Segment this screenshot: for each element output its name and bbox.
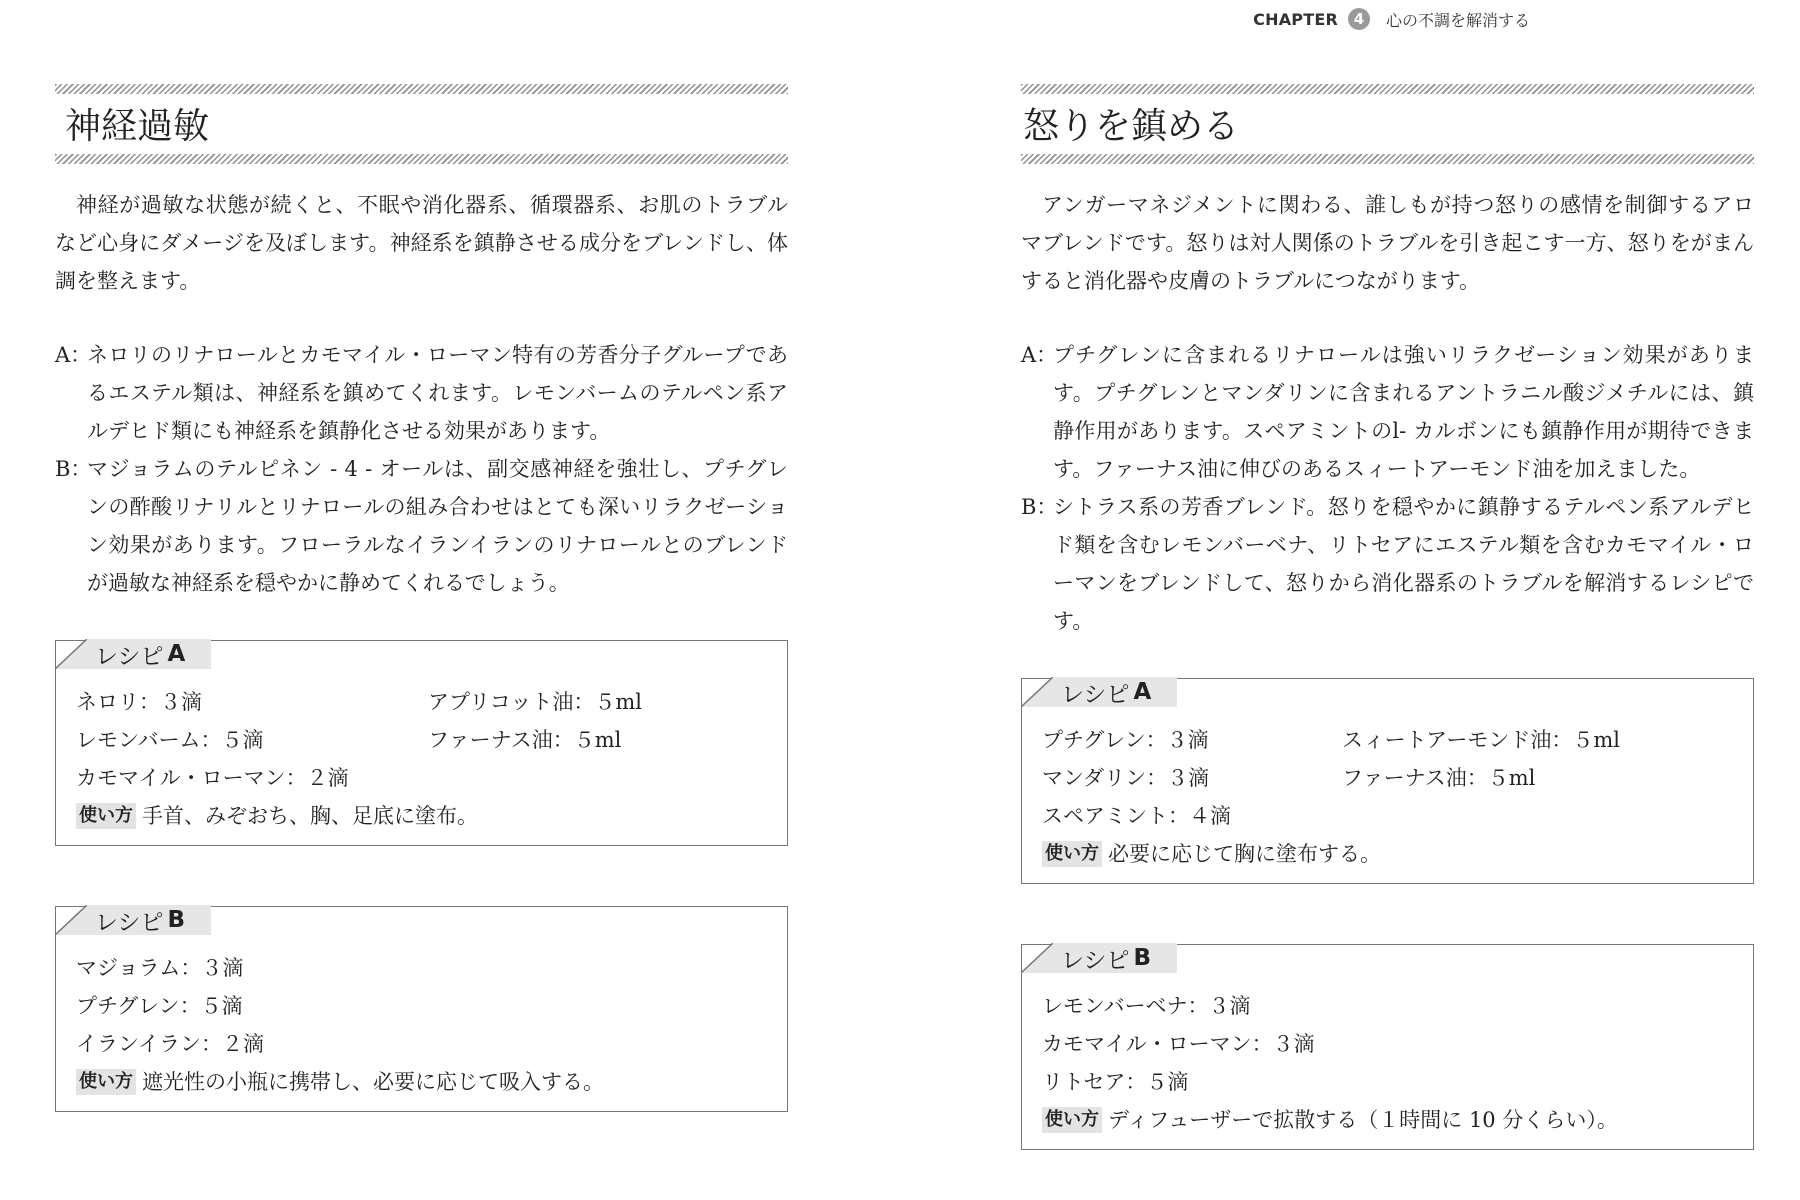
title-rule-top (1021, 84, 1754, 94)
left-section (55, 84, 788, 1112)
ingredient: ファーナス油：５ml (1342, 766, 1536, 790)
section-title: 怒りを鎮める (1023, 106, 1240, 147)
ingredient: リトセア：５滴 (1042, 1070, 1189, 1094)
recipe-box-b (55, 906, 788, 1112)
usage-label: 使い方 (1042, 1107, 1102, 1133)
recipe-label: レシピ (1061, 681, 1130, 708)
ingredient: スィートアーモンド油：５ml (1342, 728, 1620, 752)
intro-paragraph: アンガーマネジメントに関わる、誰しもが持つ怒りの感情を制御するアロマブレンドです。怒りは対人関係のトラブルを引き起こす一方、怒りをがまんすると消化器や皮膚のトラブルにつながります。 (1021, 193, 1754, 293)
ingredient: レモンバーム：５滴 (76, 728, 264, 752)
note-item (1021, 336, 1754, 488)
usage-label: 使い方 (76, 803, 136, 829)
recipe-suffix: B (1133, 945, 1151, 971)
recipe-box-a (1021, 678, 1754, 884)
ingredient: アプリコット油：５ml (428, 690, 642, 714)
ingredient (1342, 1025, 1735, 1063)
ingredient (428, 1025, 769, 1063)
chapter-title: 心の不調を解消する (1385, 10, 1530, 30)
ingredient-grid (1042, 721, 1735, 835)
ingredient: マンダリン：３滴 (1042, 766, 1210, 790)
ingredient: プチグレン：５滴 (76, 994, 243, 1018)
ingredient (1342, 797, 1735, 835)
note-text: プチグレンに含まれるリナロールは強いリラクゼーション効果があります。プチグレンとマンダリンに含まれるアントラニル酸ジメチルには、鎮静作用があります。スペアミントのl- カルボンにも鎮静作用が期待できます。ファーナス油に伸びのあるスィートアーモンド油を加えました。 (1053, 343, 1754, 481)
ingredient: プチグレン：３滴 (1042, 728, 1209, 752)
ingredient: マジョラム：３滴 (76, 956, 244, 980)
right-section (1021, 84, 1754, 1150)
usage-text: ディフューザーで拡散する（１時間に 10 分くらい）。 (1108, 1108, 1618, 1132)
note-text: シトラス系の芳香ブレンド。怒りを穏やかに鎮静するテルペン系アルデヒド類を含むレモンバーベナ、リトセアにエステル類を含むカモマイル・ローマンをブレンドして、怒りから消化器系のトラブルを解消するレシピです。 (1053, 495, 1754, 633)
intro-paragraph: 神経が過敏な状態が続くと、不眠や消化器系、循環器系、お肌のトラブルなど心身にダメージを及ぼします。神経系を鎮静させる成分をブレンドし、体調を整えます。 (55, 193, 788, 293)
ingredient: ファーナス油：５ml (428, 728, 622, 752)
recipe-tab (55, 639, 211, 669)
section-title: 神経過敏 (65, 106, 210, 147)
ingredient (1342, 987, 1735, 1025)
recipe-suffix: A (167, 641, 186, 667)
note-label: B： (55, 457, 92, 481)
ingredient: レモンバーベナ：３滴 (1042, 994, 1251, 1018)
recipe-tab-label (87, 639, 211, 669)
folded-corner-icon (1021, 943, 1053, 973)
usage-label: 使い方 (1042, 841, 1102, 867)
note-label: B： (1021, 495, 1058, 519)
note-label: A： (55, 343, 92, 367)
ingredient-grid (1042, 987, 1735, 1101)
usage-text: 手首、みぞおち、胸、足底に塗布。 (142, 804, 478, 828)
running-head (1253, 6, 1530, 32)
ingredient: カモマイル・ローマン：３滴 (1042, 1032, 1315, 1056)
note-text: マジョラムのテルピネン - 4 - オールは、副交感神経を強壮し、プチグレンの酢酸リナリルとリナロールの組み合わせはとても深いリラクゼーション効果があります。フローラルなイランイランのリナロールとのブレンドが過敏な神経系を穏やかに静めてくれるでしょう。 (87, 457, 788, 595)
usage-label: 使い方 (76, 1069, 136, 1095)
recipe-box-a (55, 640, 788, 846)
recipe-tab (1021, 677, 1177, 707)
note-item (1021, 488, 1754, 640)
ingredient: スペアミント：４滴 (1042, 804, 1231, 828)
folded-corner-icon (55, 905, 87, 935)
usage-text: 遮光性の小瓶に携帯し、必要に応じて吸入する。 (142, 1070, 604, 1094)
usage-row (1042, 1101, 1735, 1139)
ingredient: カモマイル・ローマン：２滴 (76, 766, 349, 790)
recipe-label: レシピ (1061, 947, 1130, 974)
recipe-label: レシピ (95, 909, 164, 936)
ingredient: イランイラン：２滴 (76, 1032, 264, 1056)
folded-corner-icon (1021, 677, 1053, 707)
recipe-label: レシピ (95, 643, 164, 670)
ingredient-grid (76, 949, 769, 1063)
recipe-tab-label (1053, 677, 1177, 707)
ingredient: ネロリ：３滴 (76, 690, 202, 714)
title-rule-top (55, 84, 788, 94)
ingredient (428, 759, 769, 797)
recipe-tab-label (87, 905, 211, 935)
ingredient (1342, 1063, 1735, 1101)
recipe-tab (1021, 943, 1177, 973)
usage-row (76, 1063, 769, 1101)
recipe-tab (55, 905, 211, 935)
chapter-number-badge: 4 (1348, 8, 1370, 30)
note-text: ネロリのリナロールとカモマイル・ローマン特有の芳香分子グループであるエステル類は、神経系を鎮めてくれます。レモンバームのテルペン系アルデヒド類にも神経系を鎮静化させる効果があります。 (87, 343, 788, 443)
recipe-tab-label (1053, 943, 1177, 973)
recipe-suffix: A (1133, 679, 1152, 705)
usage-row (1042, 835, 1735, 873)
recipe-suffix: B (167, 907, 185, 933)
note-label: A： (1021, 343, 1058, 367)
note-item (55, 450, 788, 602)
notes-list (1021, 336, 1754, 640)
usage-row (76, 797, 769, 835)
folded-corner-icon (55, 639, 87, 669)
ingredient-grid (76, 683, 769, 797)
notes-list (55, 336, 788, 602)
note-item (55, 336, 788, 450)
title-rule-bottom (55, 154, 788, 164)
recipe-box-b (1021, 944, 1754, 1150)
ingredient (428, 987, 769, 1025)
chapter-label: CHAPTER (1253, 9, 1338, 29)
usage-text: 必要に応じて胸に塗布する。 (1108, 842, 1381, 866)
ingredient (428, 949, 769, 987)
title-rule-bottom (1021, 154, 1754, 164)
